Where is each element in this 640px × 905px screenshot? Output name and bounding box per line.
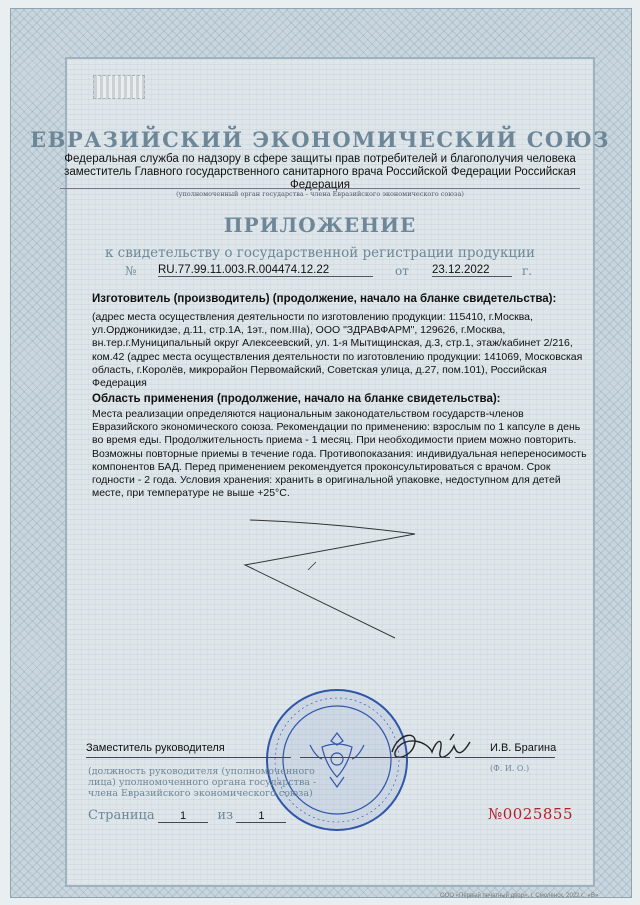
page-number: 1	[158, 810, 208, 823]
year-suffix: г.	[522, 264, 533, 278]
appendix-title: ПРИЛОЖЕНИЕ	[223, 213, 417, 237]
total-pages: 1	[236, 810, 286, 823]
issuer-subtitle: Федеральная служба по надзору в сфере защиты прав потребителей и благополучия человека заместитель Главного государственного санитарного врача Российской Федерации Российская Федерация	[64, 153, 576, 191]
blank-serial-number: №0025855	[488, 805, 573, 823]
of-label: из	[217, 808, 234, 823]
signature-underline	[300, 757, 450, 758]
fio-caption: (Ф. И. О.)	[490, 764, 530, 773]
appendix-subtitle: к свидетельству о государственной регистрации продукции	[104, 245, 536, 261]
application-text: Места реализации определяются национальным законодательством государств-членов Евразийского экономического союза. Рекомендации по применению: взрослым по 1 капсуле в день во время еды. Продолжительность приема - 1 месяц. При необходимости прием можно повторить. Возможны повторные приемы в течение года. Противопоказания: индивидуальная непереносимость компонентов БАД. Перед применением рекомендуется проконсультироваться с врачом. Срок годности - 2 года. Условия хранения: хранить в оригинальной упаковке, недоступном для детей месте, при температуре не выше +25°С.	[92, 408, 587, 500]
application-heading: Область применения (продолжение, начало на бланке свидетельства):	[92, 393, 501, 405]
manufacturer-text: (адрес места осуществления деятельности по изготовлению продукции: 115410, г.Москва, ул.Орджоникидзе, д.11, стр.1А, 1эт., пом.IIIа), ООО "ЗДРАВФАРМ", 129626, г.Москва, вн.тер.г.Муниципальный округ Алексеевский, ул. 1-я Мытищинская, д.3, стр.1, этаж/кабинет 2/216, ком.42 (адрес места осуществления деятельности по изготовлению продукции: 141069, Московская область, г.Королёв, микрорайон Первомайский, Советская улица, д.27, пом.101), Российская Федерация	[92, 311, 583, 390]
hologram-label	[93, 75, 145, 99]
z-strike-mark	[230, 510, 420, 650]
registration-date: 23.12.2022	[432, 264, 512, 277]
handwritten-signature	[380, 722, 490, 772]
signatory-name: И.В. Брагина	[490, 742, 557, 754]
page-label: Страница	[88, 808, 155, 823]
registration-number: RU.77.99.11.003.R.004474.12.22	[158, 264, 373, 277]
printer-note: ООО «Первый печатный двор», г. Смоленск, 2022 г., «В»	[440, 893, 599, 899]
issuer-caption: (уполномоченный орган государства - члена Евразийского экономического союза)	[60, 188, 580, 198]
position-caption: (должность руководителя (уполномоченного лица) уполномоченного органа государства - члена Евразийского экономического союза)	[88, 766, 317, 799]
date-label: от	[395, 264, 409, 278]
number-label: №	[125, 264, 137, 278]
manufacturer-heading: Изготовитель (производитель) (продолжение, начало на бланке свидетельства):	[92, 293, 557, 305]
signatory-role: Заместитель руководителя	[86, 742, 225, 754]
union-title: ЕВРАЗИЙСКИЙ ЭКОНОМИЧЕСКИЙ СОЮЗ	[30, 127, 610, 152]
role-underline	[86, 757, 291, 758]
page-counter	[88, 808, 286, 823]
name-underline	[455, 757, 555, 758]
registration-number-row	[125, 264, 136, 278]
